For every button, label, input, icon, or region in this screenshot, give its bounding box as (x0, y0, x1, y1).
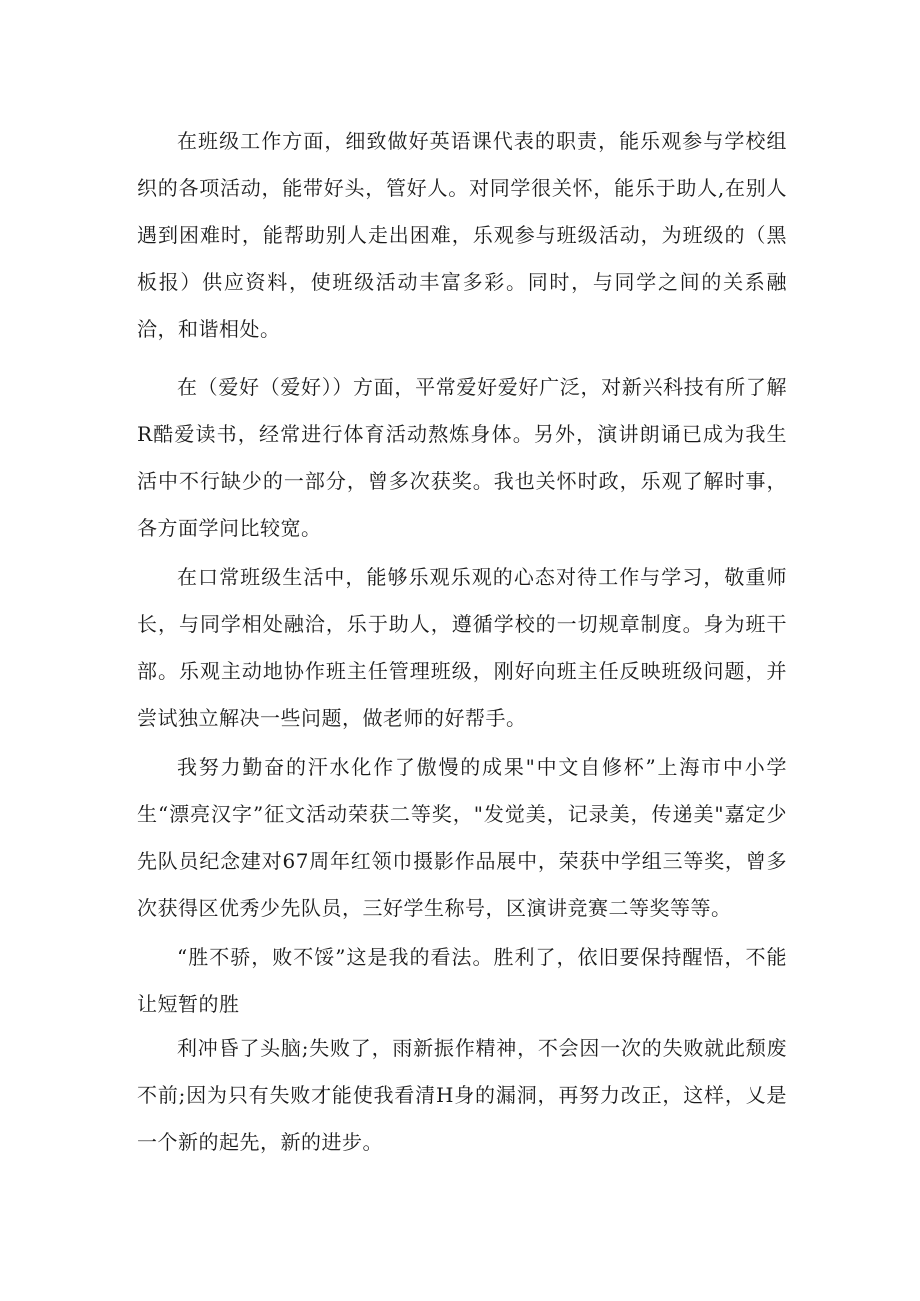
paragraph-class-work: 在班级工作方面，细致做好英语课代表的职责，能乐观参与学校组织的各项活动，能带好头，管好人。对同学很关怀，能乐于助人,在别人遇到困难时，能帮助别人走出困难，乐观参与班级活动，为班级的（黑板报）供应资料，使班级活动丰富多彩。同时，与同学之间的关系融洽，和谐相处。 (137, 129, 787, 341)
paragraph-daily-life: 在口常班级生活中，能够乐观乐观的心态对待工作与学习，敬重师长，与同学相处融洽，乐于助人，遵循学校的一切规章制度。身为班干部。乐观主动地协作班主任管理班级，刚好向班主任反映班级问题，并尝试独立解决一些问题，做老师的好帮手。 (137, 565, 787, 730)
paragraph-achievements: 我努力勤奋的汗水化作了傲慢的成果"中文自修杯”上海市中小学生“漂亮汉字”征文活动荣获二等奖，"发觉美，记录美，传递美"嘉定少先队员纪念建对67周年红领巾摄影作品展中，荣获中学组三等奖，曾多次获得区优秀少先队员，三好学生称号，区演讲竞赛二等奖等等。 (137, 755, 787, 920)
paragraph-attitude: “胜不骄，败不馁”这是我的看法。胜利了，依旧要保持醒悟，不能让短暂的胜 (137, 945, 787, 1016)
paragraph-attitude-continued: 利冲昏了头脑;失败了，雨新振作精神，不会因一次的失败就此颓废不前;因为只有失败才能使我看清H身的漏洞，再努力改正，这样，乂是一个新的起先，新的进步。 (137, 1036, 787, 1154)
paragraph-hobbies: 在（爱好（爱好））方面，平常爱好爱好广泛，对新兴科技有所了解R酷爱读书，经常进行体育活动熬炼身体。另外，演讲朗诵已成为我生活中不行缺少的一部分，曾多次获奖。我也关怀时政，乐观了解时事，各方面学问比较宽。 (137, 375, 787, 540)
